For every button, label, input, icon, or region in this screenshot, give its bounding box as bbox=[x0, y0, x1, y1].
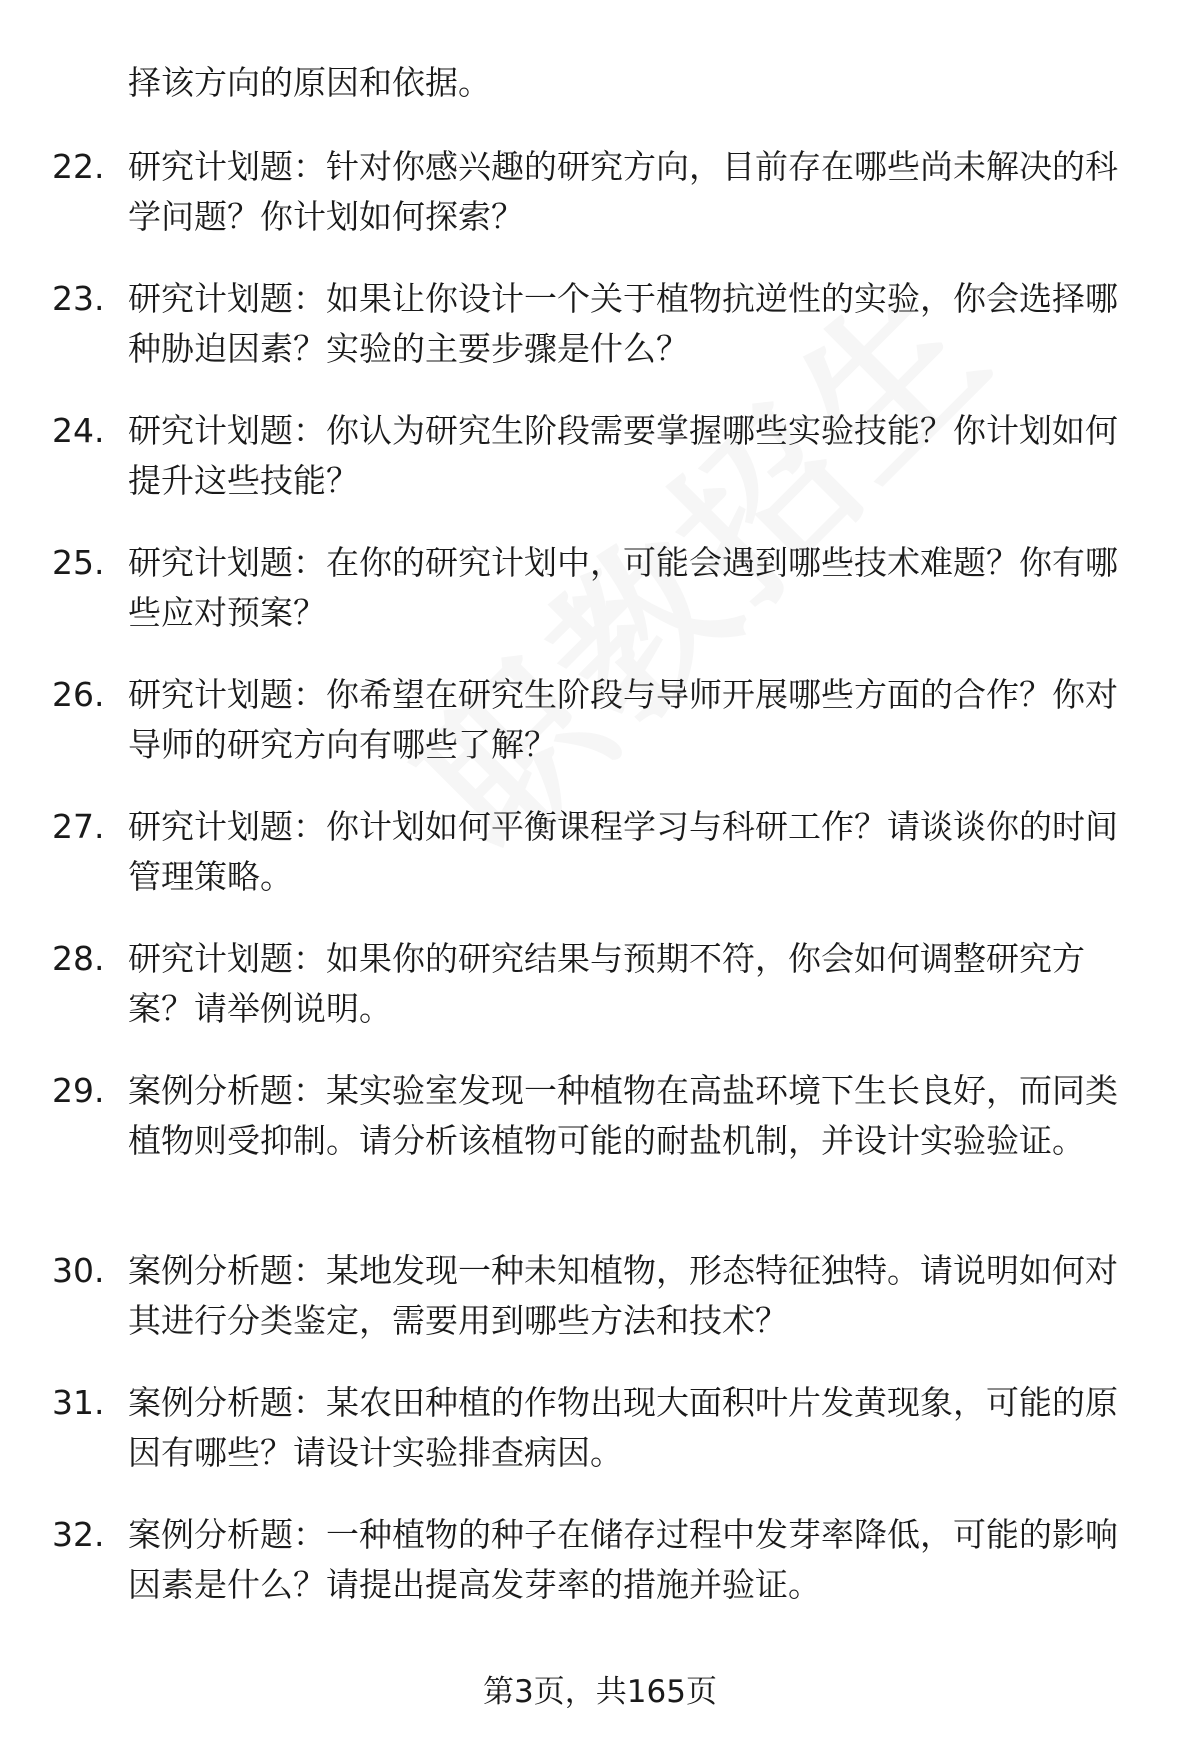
page-footer: 第3页，共165页 bbox=[483, 1674, 717, 1710]
question-item bbox=[0, 1510, 1200, 1642]
question-number: 22. bbox=[52, 147, 105, 186]
question-item bbox=[0, 934, 1200, 1066]
question-number: 30. bbox=[52, 1251, 105, 1290]
question-text: 研究计划题：如果你的研究结果与预期不符，你会如何调整研究方案？请举例说明。 bbox=[128, 939, 1085, 1028]
continuation-text: 择该方向的原因和依据。 bbox=[128, 63, 491, 102]
question-number: 29. bbox=[52, 1071, 105, 1110]
question-item bbox=[0, 406, 1200, 538]
question-text: 案例分析题：某农田种植的作物出现大面积叶片发黄现象，可能的原因有哪些？请设计实验排查病因。 bbox=[128, 1383, 1118, 1472]
question-number: 32. bbox=[52, 1515, 105, 1554]
question-item bbox=[0, 802, 1200, 934]
question-number: 31. bbox=[52, 1383, 105, 1422]
question-item bbox=[0, 538, 1200, 670]
question-item bbox=[0, 142, 1200, 274]
question-number: 23. bbox=[52, 279, 105, 318]
question-item bbox=[0, 274, 1200, 406]
question-number: 28. bbox=[52, 939, 105, 978]
question-item bbox=[0, 1066, 1200, 1246]
question-number: 25. bbox=[52, 543, 105, 582]
question-item bbox=[0, 1246, 1200, 1378]
question-text: 研究计划题：在你的研究计划中，可能会遇到哪些技术难题？你有哪些应对预案？ bbox=[128, 543, 1118, 632]
question-number: 27. bbox=[52, 807, 105, 846]
question-list bbox=[0, 142, 1200, 1642]
question-text: 案例分析题：某地发现一种未知植物，形态特征独特。请说明如何对其进行分类鉴定，需要用到哪些方法和技术？ bbox=[128, 1251, 1118, 1340]
question-text: 研究计划题：针对你感兴趣的研究方向，目前存在哪些尚未解决的科学问题？你计划如何探索？ bbox=[128, 147, 1118, 236]
question-item bbox=[0, 670, 1200, 802]
question-text: 研究计划题：你计划如何平衡课程学习与科研工作？请谈谈你的时间管理策略。 bbox=[128, 807, 1118, 896]
question-text: 研究计划题：如果让你设计一个关于植物抗逆性的实验，你会选择哪种胁迫因素？实验的主要步骤是什么？ bbox=[128, 279, 1118, 368]
question-text: 研究计划题：你认为研究生阶段需要掌握哪些实验技能？你计划如何提升这些技能？ bbox=[128, 411, 1118, 500]
question-item bbox=[0, 1378, 1200, 1510]
question-number: 24. bbox=[52, 411, 105, 450]
question-number: 26. bbox=[52, 675, 105, 714]
question-text: 案例分析题：一种植物的种子在储存过程中发芽率降低，可能的影响因素是什么？请提出提高发芽率的措施并验证。 bbox=[128, 1515, 1118, 1604]
question-text: 研究计划题：你希望在研究生阶段与导师开展哪些方面的合作？你对导师的研究方向有哪些了解？ bbox=[128, 675, 1118, 764]
question-text: 案例分析题：某实验室发现一种植物在高盐环境下生长良好，而同类植物则受抑制。请分析该植物可能的耐盐机制，并设计实验验证。 bbox=[128, 1071, 1118, 1160]
